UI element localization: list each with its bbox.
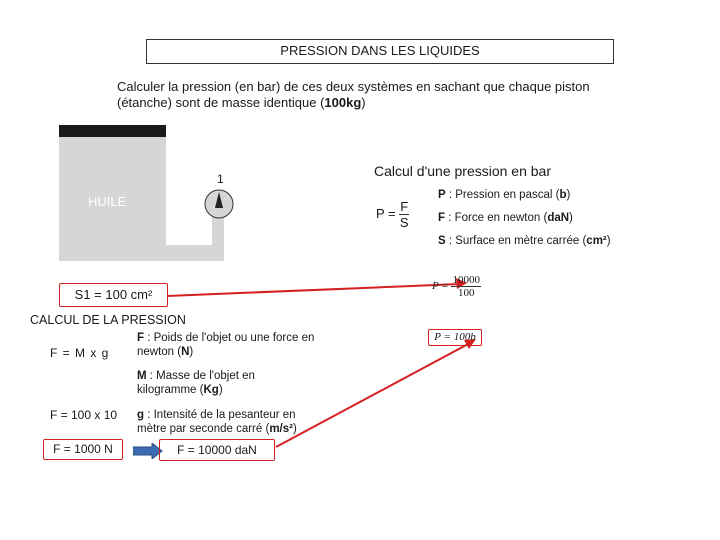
pressure-definitions: [438, 184, 611, 253]
pressure-heading: Calcul d'une pression en bar: [374, 163, 552, 179]
tank-label: HUILE: [88, 194, 127, 209]
formula-p: P =: [376, 205, 396, 221]
pressure-result: P = 100b: [428, 329, 482, 346]
calc-numerator: 10000: [452, 274, 480, 286]
formula-fraction: [399, 199, 409, 230]
def-s: S : Surface en mètre carrée (cm²): [438, 235, 611, 247]
force-def-f: F : Poids de l'objet ou une force en newton (N): [137, 332, 315, 358]
force-formula: F = M x g: [50, 346, 110, 360]
page-title: PRESSION DANS LES LIQUIDES: [146, 39, 614, 64]
surface-s1: S1 = 100 cm²: [59, 283, 168, 307]
force-result: F = 1000 N: [43, 439, 123, 460]
arrow-line-1: [167, 284, 460, 296]
intro-line-2-pre: (étanche) sont de masse identique (: [117, 95, 325, 110]
calc-fraction: [451, 274, 481, 299]
gauge-label: 1: [217, 172, 224, 186]
calc-p: P =: [432, 280, 449, 293]
def-p: P : Pression en pascal (b): [438, 189, 571, 201]
def-f: F : Force en newton (daN): [438, 212, 573, 224]
piston: [59, 125, 166, 137]
force-heading: CALCUL DE LA PRESSION: [30, 313, 186, 327]
pressure-calc: [432, 274, 481, 299]
calc-denominator: 100: [457, 287, 475, 299]
intro-mass: 100kg: [324, 95, 362, 110]
force-def-m: M : Masse de l'objet en kilogramme (Kg): [137, 370, 255, 396]
intro-line-1: Calculer la pression (en bar) de ces deux systèmes en sachant que chaque piston: [117, 79, 590, 94]
pipe: [166, 225, 224, 261]
formula-numerator: F: [400, 199, 409, 214]
force-converted: F = 10000 daN: [159, 439, 275, 461]
formula-denominator: S: [399, 215, 409, 230]
pressure-formula: [376, 199, 409, 230]
pipe-riser: [212, 217, 224, 229]
force-def-g: g : Intensité de la pesanteur en mètre par seconde carré (m/s²): [137, 409, 297, 435]
force-step: F = 100 x 10: [50, 408, 118, 422]
intro-line-2-post: ): [361, 95, 366, 110]
